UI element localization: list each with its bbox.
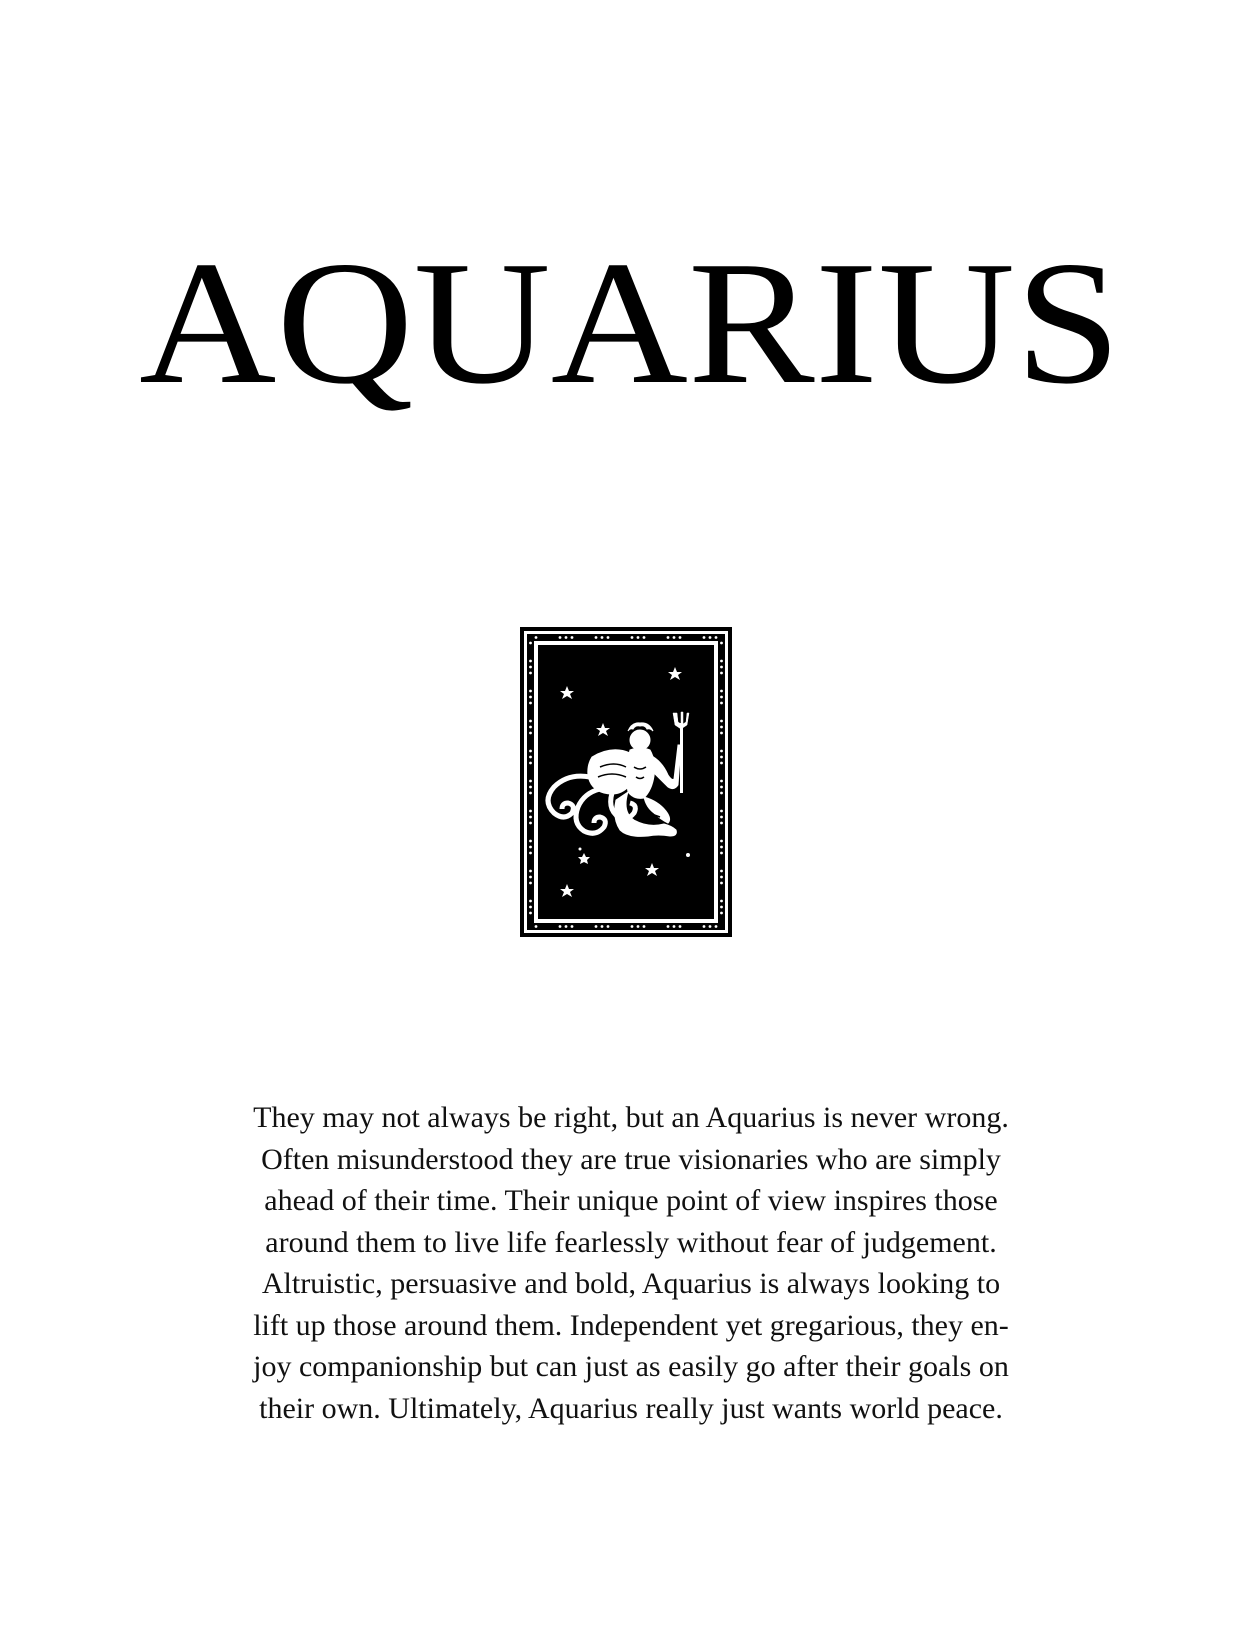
- page-title: AQUARIUS: [139, 225, 1121, 421]
- description-line: Often misunderstood they are true visionaries who are simply: [261, 1142, 1001, 1176]
- description-line: Altruistic, persuasive and bold, Aquarius is always looking to: [261, 1267, 1001, 1300]
- description-line: joy companionship but can just as easily go after their goals on: [253, 1350, 1009, 1383]
- description-line: They may not always be right, but an Aquarius is never wrong.: [253, 1101, 1009, 1134]
- description-line: lift up those around them. Independent yet gregarious, they en-: [253, 1308, 1009, 1342]
- description-line: their own. Ultimately, Aquarius really just wants world peace.: [259, 1391, 1003, 1425]
- description-paragraph: [200, 1097, 1062, 1429]
- description-line: ahead of their time. Their unique point of view inspires those: [264, 1184, 998, 1217]
- description-line: around them to live life fearlessly without fear of judgement.: [265, 1225, 997, 1259]
- aquarius-water-bearer-icon: [520, 627, 732, 937]
- zodiac-illustration: [520, 627, 732, 937]
